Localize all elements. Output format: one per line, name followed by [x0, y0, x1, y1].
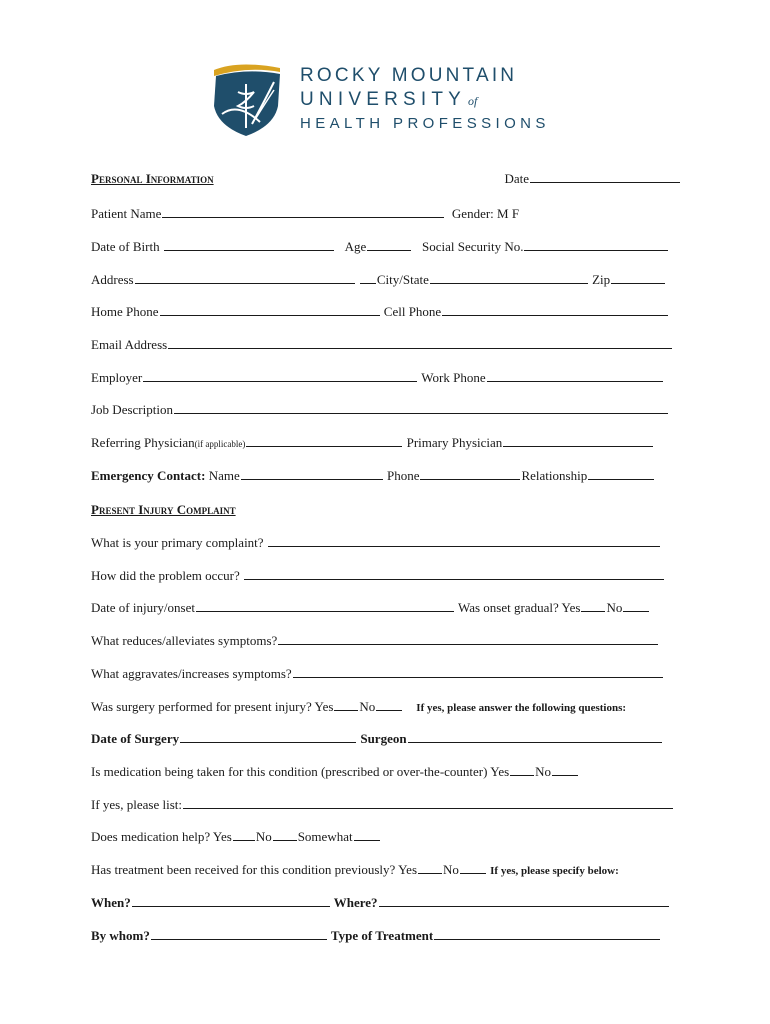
date-onset-label: Date of injury/onset — [91, 600, 195, 615]
how-occur-field[interactable] — [244, 568, 664, 580]
gender-label[interactable]: Gender: M F — [451, 206, 520, 221]
surgery-yes-field[interactable] — [334, 699, 358, 711]
gradual-no-field[interactable] — [623, 600, 649, 612]
dob-field[interactable] — [164, 239, 334, 251]
address-field[interactable] — [135, 272, 355, 284]
when-row — [91, 895, 681, 911]
treatment-row — [91, 862, 681, 879]
patient-name-label: Patient Name — [91, 206, 162, 221]
when-label: When? — [91, 895, 131, 910]
surgery-date-row — [91, 731, 681, 747]
ssn-label: Social Security No. — [422, 239, 524, 254]
surgery-no-field[interactable] — [376, 699, 402, 711]
job-label: Job Description — [91, 402, 173, 417]
surgeon-field[interactable] — [408, 731, 662, 743]
relationship-field[interactable] — [588, 468, 654, 480]
treatment-no-field[interactable] — [460, 862, 486, 874]
emergency-name-field[interactable] — [241, 468, 383, 480]
primary-complaint-field[interactable] — [268, 535, 660, 547]
where-field[interactable] — [379, 895, 669, 907]
date-surgery-field[interactable] — [180, 731, 356, 743]
logo-line-2: UNIVERSITY — [300, 89, 467, 110]
personal-info-heading: Personal Information — [91, 171, 214, 186]
ssn-field[interactable] — [524, 239, 668, 251]
referring-field[interactable] — [246, 435, 402, 447]
dob-label: Date of Birth — [91, 239, 160, 254]
medication-label: Is medication being taken for this condition (prescribed or over-the-counter) Yes — [91, 764, 510, 779]
zip-field[interactable] — [611, 272, 665, 284]
aggravates-label: What aggravates/increases symptoms? — [91, 666, 292, 681]
med-help-no-label: No — [255, 829, 272, 844]
med-help-no-field[interactable] — [273, 829, 297, 841]
phone-row — [91, 304, 681, 320]
injury-header-row — [91, 502, 681, 518]
address-field-2[interactable] — [360, 272, 376, 284]
primary-label: Primary Physician — [406, 435, 503, 450]
aggravates-row — [91, 666, 681, 682]
university-logo — [208, 60, 568, 140]
employer-field[interactable] — [143, 370, 417, 382]
referring-label: Referring Physician — [91, 435, 195, 450]
shield-icon — [208, 62, 284, 138]
medication-yes-field[interactable] — [510, 764, 534, 776]
relationship-label: Relationship — [521, 468, 588, 483]
surgery-no-label: No — [359, 699, 376, 714]
med-help-label: Does medication help? Yes — [91, 829, 232, 844]
patient-name-field[interactable] — [162, 206, 444, 218]
treatment-type-field[interactable] — [434, 928, 660, 940]
work-phone-label: Work Phone — [421, 370, 486, 385]
treatment-type-label: Type of Treatment — [330, 928, 434, 943]
gradual-no-label: No — [606, 600, 623, 615]
patient-name-row — [91, 206, 681, 222]
home-phone-field[interactable] — [160, 304, 380, 316]
treatment-yes-field[interactable] — [418, 862, 442, 874]
primary-field[interactable] — [503, 435, 653, 447]
reduces-field[interactable] — [278, 633, 658, 645]
logo-of: of — [468, 94, 478, 108]
med-list-row — [91, 797, 681, 813]
when-field[interactable] — [132, 895, 330, 907]
age-label: Age — [344, 239, 367, 254]
how-occur-label: How did the problem occur? — [91, 568, 240, 583]
onset-row — [91, 600, 681, 616]
reduces-row — [91, 633, 681, 649]
personal-header-row — [91, 171, 681, 187]
treatment-note: If yes, please specify below: — [490, 865, 619, 877]
job-field[interactable] — [174, 402, 668, 414]
work-phone-field[interactable] — [487, 370, 663, 382]
date-field[interactable] — [530, 171, 680, 183]
surgery-label: Was surgery performed for present injury? Yes — [91, 699, 334, 714]
med-list-field[interactable] — [183, 797, 673, 809]
primary-complaint-row — [91, 535, 681, 551]
age-field[interactable] — [367, 239, 411, 251]
by-whom-row — [91, 928, 681, 944]
by-whom-label: By whom? — [91, 928, 150, 943]
date-label: Date — [504, 171, 529, 186]
city-state-label: City/State — [376, 272, 429, 287]
reduces-label: What reduces/alleviates symptoms? — [91, 633, 278, 648]
address-label: Address — [91, 272, 134, 287]
somewhat-field[interactable] — [354, 829, 380, 841]
med-list-label: If yes, please list: — [91, 797, 182, 812]
city-state-field[interactable] — [430, 272, 588, 284]
job-row — [91, 402, 681, 418]
emergency-phone-label: Phone — [386, 468, 420, 483]
home-phone-label: Home Phone — [91, 304, 159, 319]
logo-line-3: HEALTH PROFESSIONS — [300, 115, 550, 132]
email-field[interactable] — [168, 337, 672, 349]
medication-no-label: No — [535, 764, 552, 779]
where-label: Where? — [333, 895, 378, 910]
treatment-label: Has treatment been received for this condition previously? Yes — [91, 862, 417, 877]
email-row — [91, 337, 681, 353]
med-help-row — [91, 829, 681, 845]
if-applicable-note: (if applicable) — [194, 439, 246, 449]
surgery-row — [91, 699, 681, 716]
gradual-yes-field[interactable] — [581, 600, 605, 612]
email-label: Email Address — [91, 337, 168, 352]
how-occur-row — [91, 568, 681, 584]
emergency-row — [91, 468, 681, 484]
emergency-phone-field[interactable] — [420, 468, 520, 480]
somewhat-label: Somewhat — [297, 829, 353, 844]
date-onset-field[interactable] — [196, 600, 454, 612]
primary-complaint-label: What is your primary complaint? — [91, 535, 264, 550]
employer-row — [91, 370, 681, 386]
by-whom-field[interactable] — [151, 928, 327, 940]
med-help-yes-field[interactable] — [233, 829, 255, 841]
surgeon-label: Surgeon — [360, 731, 407, 746]
zip-label: Zip — [592, 272, 611, 287]
treatment-no-label: No — [443, 862, 459, 877]
emergency-name-label: Name — [208, 468, 240, 483]
date-surgery-label: Date of Surgery — [91, 731, 180, 746]
cell-phone-label: Cell Phone — [383, 304, 442, 319]
gradual-label: Was onset gradual? Yes — [458, 600, 581, 615]
physician-row — [91, 435, 681, 452]
aggravates-field[interactable] — [293, 666, 663, 678]
address-row — [91, 272, 681, 288]
cell-phone-field[interactable] — [442, 304, 668, 316]
emergency-label: Emergency Contact: — [91, 468, 206, 483]
medication-no-field[interactable] — [552, 764, 578, 776]
medication-row — [91, 764, 681, 780]
employer-label: Employer — [91, 370, 143, 385]
surgery-note: If yes, please answer the following questions: — [416, 702, 627, 714]
dob-row — [91, 239, 681, 255]
logo-line-1: ROCKY MOUNTAIN — [300, 65, 518, 86]
injury-heading: Present Injury Complaint — [91, 502, 236, 517]
